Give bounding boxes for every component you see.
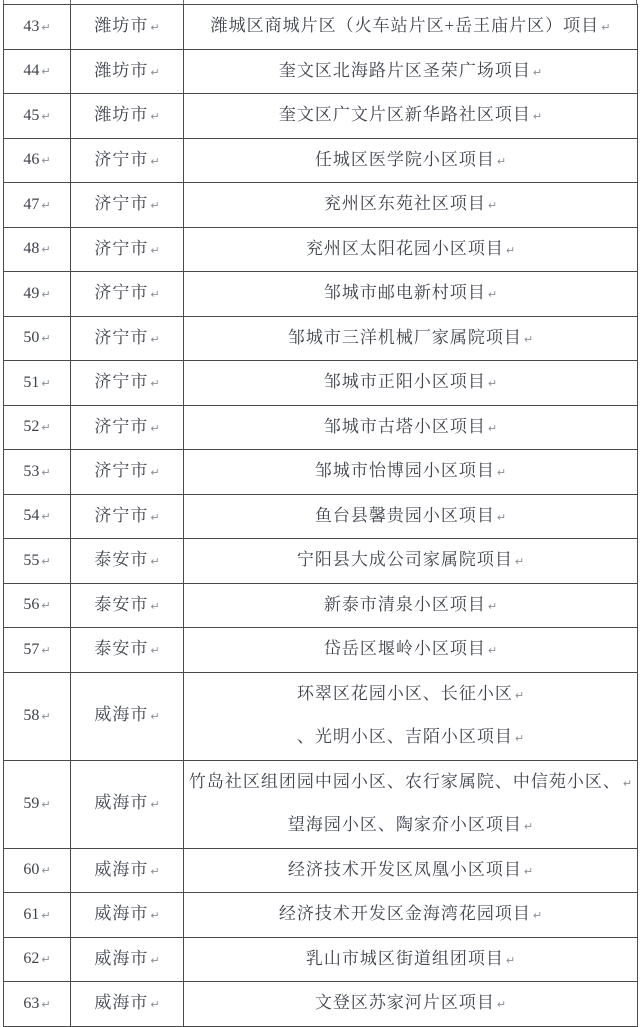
paragraph-mark-icon: ↵ — [150, 288, 160, 301]
city-name: 济宁市 ↵ — [94, 283, 160, 302]
row-number-cell — [4, 405, 71, 450]
paragraph-mark-icon: ↵ — [41, 154, 51, 167]
paragraph-mark-icon: ↵ — [487, 644, 498, 657]
project-name-line: 兖州区太阳花园小区项目 ↵ — [305, 238, 516, 258]
paragraph-mark-icon: ↵ — [150, 599, 160, 613]
project-name-line: 乳山市城区街道组团项目 ↵ — [305, 948, 516, 968]
paragraph-mark-icon: ↵ — [41, 997, 51, 1011]
city-name: 济宁市 ↵ — [94, 505, 160, 525]
row-number: 60 ↵ — [23, 861, 51, 878]
paragraph-mark-icon: ↵ — [523, 820, 534, 833]
city-name: 济宁市 ↵ — [94, 327, 160, 347]
city-cell — [71, 848, 184, 893]
paragraph-mark-icon: ↵ — [41, 332, 51, 345]
project-name-line: 新泰市清泉小区项目 ↵ — [323, 594, 498, 614]
project-cell — [184, 405, 638, 450]
project-cell — [184, 5, 638, 50]
paragraph-mark-icon: ↵ — [496, 998, 507, 1011]
paragraph-mark-icon: ↵ — [41, 465, 51, 479]
paragraph-mark-icon: ↵ — [150, 65, 160, 79]
paragraph-mark-icon: ↵ — [150, 21, 160, 34]
paragraph-mark-icon: ↵ — [496, 510, 507, 524]
paragraph-mark-icon: ↵ — [532, 110, 543, 123]
paragraph-mark-icon: ↵ — [505, 953, 516, 967]
city-cell — [71, 628, 184, 673]
table-row — [4, 937, 638, 982]
project-cell — [184, 982, 638, 1027]
paragraph-mark-icon: ↵ — [150, 421, 160, 435]
row-number-cell — [4, 183, 71, 228]
row-number: 44 ↵ — [23, 62, 51, 79]
table-row — [4, 138, 638, 183]
row-number-cell — [4, 361, 71, 406]
city-name: 潍坊市 ↵ — [94, 105, 160, 124]
paragraph-mark-icon: ↵ — [150, 110, 160, 123]
city-cell — [71, 539, 184, 584]
project-cell — [184, 583, 638, 628]
city-name: 济宁市 ↵ — [94, 194, 160, 213]
project-cell — [184, 183, 638, 228]
table-row — [4, 760, 638, 848]
city-name: 济宁市 ↵ — [94, 149, 160, 169]
row-number: 52 ↵ — [23, 418, 51, 435]
table-row — [4, 5, 638, 50]
row-number: 58 ↵ — [23, 706, 51, 724]
city-cell — [71, 227, 184, 272]
project-cell — [184, 138, 638, 183]
table-row — [4, 982, 638, 1027]
paragraph-mark-icon: ↵ — [41, 908, 51, 922]
row-number: 48 ↵ — [23, 240, 51, 257]
row-number: 55 ↵ — [23, 551, 51, 569]
row-number-cell — [4, 494, 71, 539]
city-cell — [71, 760, 184, 848]
row-number-cell — [4, 49, 71, 94]
table-row — [4, 494, 638, 539]
city-cell — [71, 272, 184, 317]
paragraph-mark-icon: ↵ — [622, 776, 633, 790]
table-row — [4, 628, 638, 673]
project-cell — [184, 361, 638, 406]
paragraph-mark-icon: ↵ — [41, 864, 51, 877]
city-name: 济宁市 ↵ — [94, 416, 160, 436]
paragraph-mark-icon: ↵ — [41, 709, 51, 723]
paragraph-mark-icon: ↵ — [41, 953, 51, 966]
city-name: 济宁市 ↵ — [94, 461, 160, 480]
table-row — [4, 539, 638, 584]
city-cell — [71, 583, 184, 628]
table-row — [4, 405, 638, 450]
city-cell — [71, 405, 184, 450]
project-name-line: 经济技术开发区凤凰小区项目 ↵ — [287, 859, 534, 879]
table-row — [4, 94, 638, 139]
paragraph-mark-icon: ↵ — [41, 65, 51, 78]
table-row — [4, 848, 638, 893]
row-number: 45 ↵ — [23, 106, 51, 124]
paragraph-mark-icon: ↵ — [150, 377, 160, 390]
row-number: 59 ↵ — [23, 794, 51, 812]
paragraph-mark-icon: ↵ — [523, 864, 534, 878]
row-number-cell — [4, 94, 71, 139]
paragraph-mark-icon: ↵ — [505, 243, 516, 257]
table-row — [4, 227, 638, 272]
paragraph-mark-icon: ↵ — [150, 510, 160, 524]
row-number-cell — [4, 5, 71, 50]
project-name-line: 环翠区花园小区、长征小区 ↵ — [296, 683, 525, 703]
row-number: 46 ↵ — [23, 151, 51, 168]
table-row — [4, 893, 638, 938]
city-name: 威海市 ↵ — [94, 904, 160, 923]
city-name: 威海市 ↵ — [94, 948, 160, 968]
row-number: 62 ↵ — [23, 950, 51, 967]
paragraph-mark-icon: ↵ — [41, 421, 51, 434]
city-name: 泰安市 ↵ — [94, 594, 160, 614]
paragraph-mark-icon: ↵ — [487, 199, 498, 212]
paragraph-mark-icon: ↵ — [514, 732, 525, 745]
project-cell — [184, 494, 638, 539]
paragraph-mark-icon: ↵ — [532, 65, 543, 79]
paragraph-mark-icon: ↵ — [41, 797, 51, 811]
paragraph-mark-icon: ↵ — [150, 798, 160, 812]
paragraph-mark-icon: ↵ — [514, 688, 525, 702]
paragraph-mark-icon: ↵ — [150, 644, 160, 657]
table-row — [4, 672, 638, 760]
project-list-table — [3, 4, 638, 1027]
city-cell — [71, 49, 184, 94]
row-number: 56 ↵ — [23, 596, 51, 613]
row-number: 47 ↵ — [23, 195, 51, 213]
paragraph-mark-icon: ↵ — [150, 332, 160, 346]
row-number-cell — [4, 583, 71, 628]
paragraph-mark-icon: ↵ — [150, 243, 160, 257]
row-number: 53 ↵ — [23, 462, 51, 480]
city-cell — [71, 361, 184, 406]
city-name: 泰安市 ↵ — [94, 639, 160, 658]
row-number-cell — [4, 848, 71, 893]
paragraph-mark-icon: ↵ — [41, 198, 51, 212]
project-name-line: 奎文区北海路片区圣荣广场项目 ↵ — [278, 60, 543, 80]
row-number-cell — [4, 227, 71, 272]
city-name: 泰安市 ↵ — [94, 550, 160, 569]
row-number-cell — [4, 760, 71, 848]
row-number-cell — [4, 937, 71, 982]
project-name-line: 、光明小区、吉陌小区项目 ↵ — [296, 727, 525, 746]
project-name-line: 文登区苏家河片区项目 ↵ — [314, 993, 507, 1012]
project-cell — [184, 672, 638, 760]
paragraph-mark-icon: ↵ — [150, 710, 160, 724]
paragraph-mark-icon: ↵ — [41, 554, 51, 568]
paragraph-mark-icon: ↵ — [150, 998, 160, 1011]
row-number: 61 ↵ — [23, 905, 51, 923]
city-cell — [71, 494, 184, 539]
city-cell — [71, 937, 184, 982]
project-cell — [184, 94, 638, 139]
project-name-line: 潍城区商城片区（火车站片区+岳王庙片区）项目 ↵ — [210, 16, 611, 35]
paragraph-mark-icon: ↵ — [41, 287, 51, 301]
city-cell — [71, 5, 184, 50]
paragraph-mark-icon: ↵ — [150, 154, 160, 168]
row-number-cell — [4, 539, 71, 584]
paragraph-mark-icon: ↵ — [150, 199, 160, 212]
paragraph-mark-icon: ↵ — [487, 599, 498, 613]
table-row — [4, 450, 638, 495]
project-name-line: 岱岳区堰岭小区项目 ↵ — [323, 639, 498, 658]
city-cell — [71, 893, 184, 938]
row-number: 50 ↵ — [23, 329, 51, 346]
row-number: 51 ↵ — [23, 373, 51, 391]
city-name: 济宁市 ↵ — [94, 238, 160, 258]
city-name: 威海市 ↵ — [94, 859, 160, 879]
project-cell — [184, 937, 638, 982]
paragraph-mark-icon: ↵ — [150, 864, 160, 878]
paragraph-mark-icon: ↵ — [41, 243, 51, 256]
paragraph-mark-icon: ↵ — [150, 466, 160, 479]
paragraph-mark-icon: ↵ — [523, 332, 534, 346]
table-row — [4, 183, 638, 228]
row-number: 54 ↵ — [23, 507, 51, 524]
project-name-line: 兖州区东苑社区项目 ↵ — [323, 194, 498, 213]
city-name: 威海市 ↵ — [94, 793, 160, 813]
paragraph-mark-icon: ↵ — [150, 953, 160, 967]
city-name: 潍坊市 ↵ — [94, 60, 160, 80]
table-row — [4, 272, 638, 317]
project-name-line: 望海园小区、陶家夼小区项目 ↵ — [287, 815, 534, 834]
paragraph-mark-icon: ↵ — [532, 909, 543, 922]
row-number: 63 ↵ — [23, 994, 51, 1012]
project-cell — [184, 272, 638, 317]
project-cell — [184, 760, 638, 848]
project-name-line: 竹岛社区组团园中园小区、农行家属院、中信苑小区、 ↵ — [188, 771, 633, 791]
table-row — [4, 49, 638, 94]
city-cell — [71, 183, 184, 228]
row-number: 49 ↵ — [23, 284, 51, 302]
project-name-line: 奎文区广文片区新华路社区项目 ↵ — [278, 105, 543, 124]
project-name-line: 鱼台县馨贵园小区项目 ↵ — [314, 505, 507, 525]
city-name: 潍坊市 ↵ — [94, 16, 160, 35]
city-name: 济宁市 ↵ — [94, 372, 160, 391]
row-number-cell — [4, 672, 71, 760]
table-row — [4, 361, 638, 406]
city-name: 威海市 ↵ — [94, 705, 160, 725]
project-cell — [184, 893, 638, 938]
project-name-line: 邹城市邮电新村项目 ↵ — [323, 283, 498, 302]
city-cell — [71, 94, 184, 139]
row-number-cell — [4, 628, 71, 673]
table-row — [4, 316, 638, 361]
city-cell — [71, 982, 184, 1027]
paragraph-mark-icon: ↵ — [496, 466, 507, 479]
row-number-cell — [4, 893, 71, 938]
row-number-cell — [4, 982, 71, 1027]
city-cell — [71, 450, 184, 495]
paragraph-mark-icon: ↵ — [41, 20, 51, 34]
paragraph-mark-icon: ↵ — [487, 288, 498, 301]
city-name: 威海市 ↵ — [94, 993, 160, 1012]
row-number: 57 ↵ — [23, 640, 51, 658]
project-cell — [184, 450, 638, 495]
paragraph-mark-icon: ↵ — [487, 421, 498, 435]
paragraph-mark-icon: ↵ — [514, 555, 525, 568]
project-name-line: 邹城市三洋机械厂家属院项目 ↵ — [287, 327, 534, 347]
paragraph-mark-icon: ↵ — [150, 909, 160, 922]
paragraph-mark-icon: ↵ — [41, 510, 51, 523]
project-name-line: 邹城市怡博园小区项目 ↵ — [314, 461, 507, 480]
row-number-cell — [4, 138, 71, 183]
row-number-cell — [4, 316, 71, 361]
table-row — [4, 583, 638, 628]
project-name-line: 任城区医学院小区项目 ↵ — [314, 149, 507, 169]
project-cell — [184, 49, 638, 94]
city-cell — [71, 138, 184, 183]
project-cell — [184, 848, 638, 893]
project-name-line: 邹城市古塔小区项目 ↵ — [323, 416, 498, 436]
paragraph-mark-icon: ↵ — [41, 109, 51, 123]
city-cell — [71, 316, 184, 361]
project-name-line: 邹城市正阳小区项目 ↵ — [323, 372, 498, 391]
row-number: 43 ↵ — [23, 17, 51, 35]
project-cell — [184, 628, 638, 673]
paragraph-mark-icon: ↵ — [487, 377, 498, 390]
paragraph-mark-icon: ↵ — [601, 21, 611, 34]
project-cell — [184, 227, 638, 272]
row-number-cell — [4, 450, 71, 495]
paragraph-mark-icon: ↵ — [41, 643, 51, 657]
project-cell — [184, 539, 638, 584]
paragraph-mark-icon: ↵ — [41, 376, 51, 390]
paragraph-mark-icon: ↵ — [496, 154, 507, 168]
project-name-line: 经济技术开发区金海湾花园项目 ↵ — [278, 904, 543, 923]
city-cell — [71, 672, 184, 760]
project-name-line: 宁阳县大成公司家属院项目 ↵ — [296, 550, 525, 569]
paragraph-mark-icon: ↵ — [150, 555, 160, 568]
project-cell — [184, 316, 638, 361]
project-table-body — [4, 5, 638, 1027]
paragraph-mark-icon: ↵ — [41, 599, 51, 612]
row-number-cell — [4, 272, 71, 317]
